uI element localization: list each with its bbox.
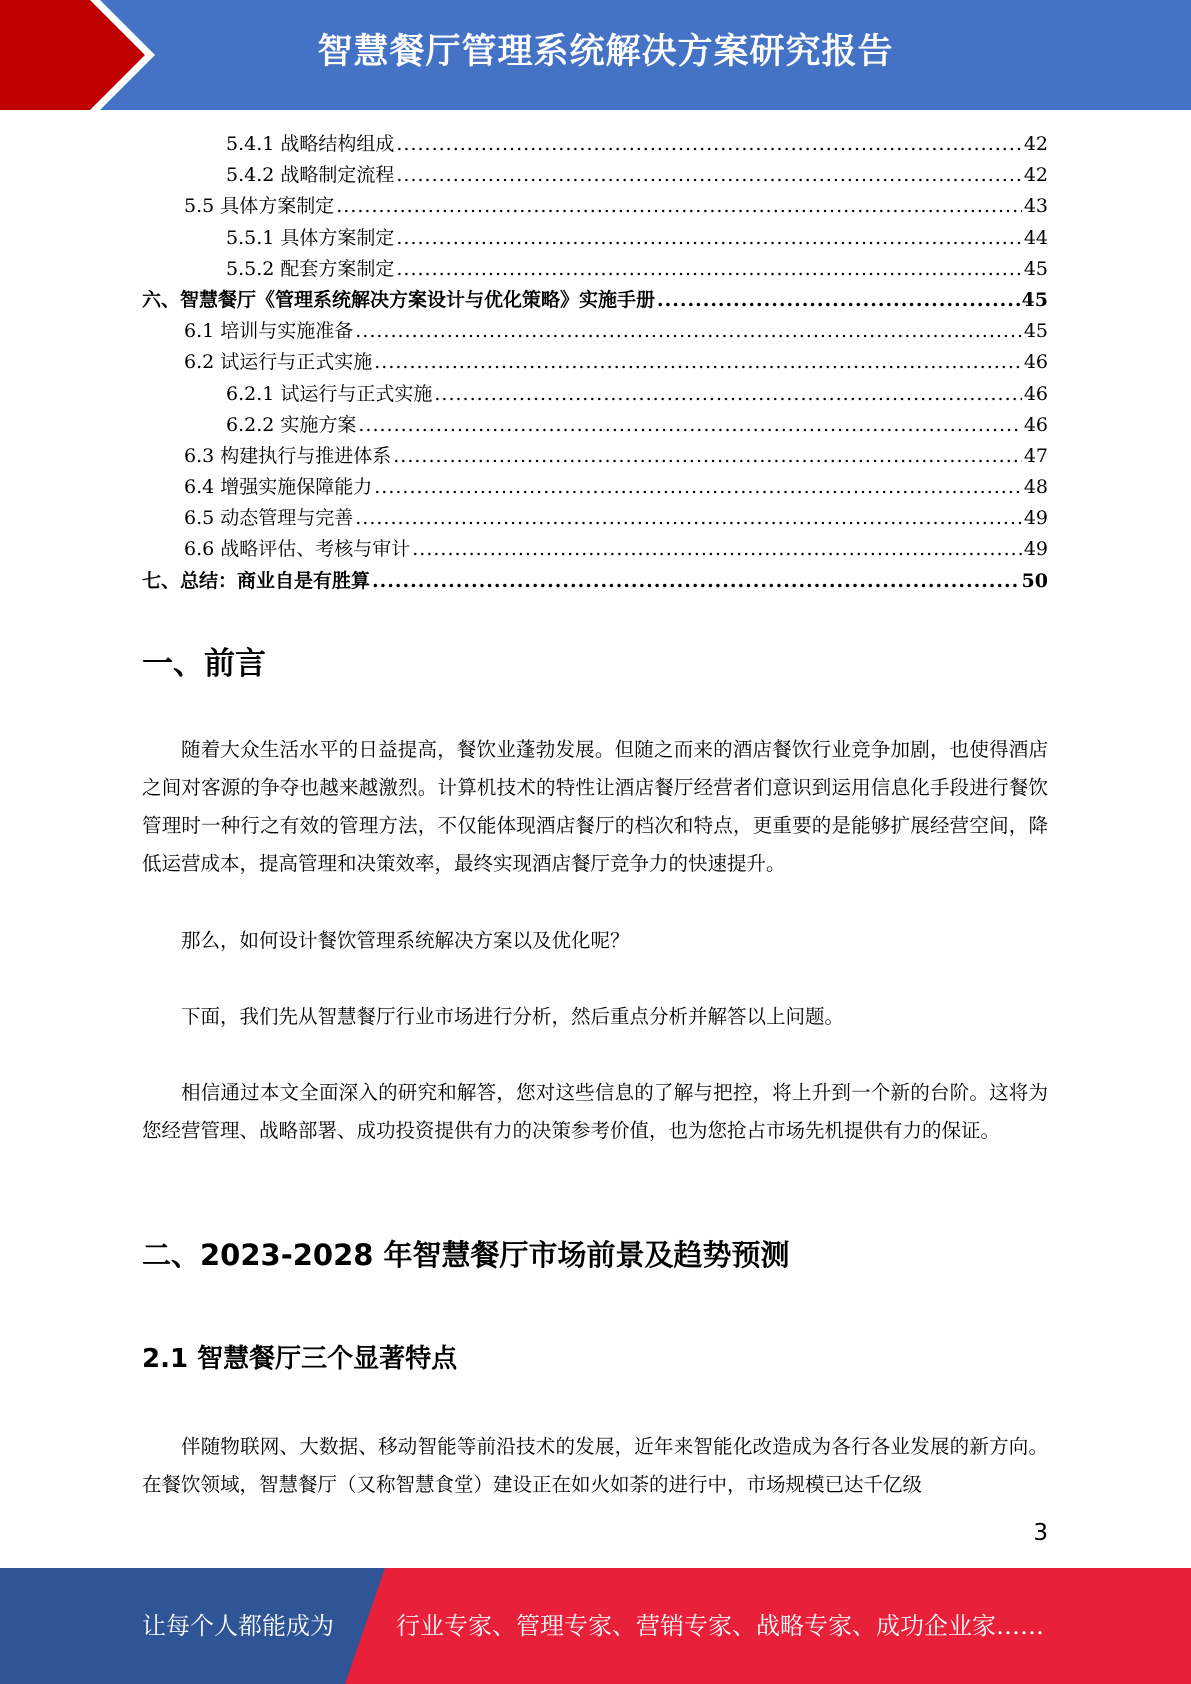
toc-entry[interactable] [142, 285, 1048, 316]
toc-entry-page: 50 [1021, 569, 1048, 592]
toc-entry-label: 6.3 构建执行与推进体系 [184, 444, 392, 467]
toc-entry-page: 48 [1023, 476, 1048, 499]
toc-entry-label: 5.5 具体方案制定 [184, 195, 335, 218]
toc-entry-page: 45 [1023, 257, 1048, 280]
toc-entry-label: 6.5 动态管理与完善 [184, 507, 354, 530]
toc-leader-dots [336, 191, 1022, 222]
page-number: 3 [1033, 1520, 1048, 1546]
toc-entry-page: 42 [1023, 133, 1048, 155]
page-footer [0, 1568, 1191, 1684]
toc-entry[interactable] [142, 347, 1048, 378]
preface-paragraph-4: 相信通过本文全面深入的研究和解答，您对这些信息的了解与把控，将上升到一个新的台阶。这将为您经营管理、战略部署、成功投资提供有力的决策参考价值，也为您抢占市场先机提供有力的保证。 [142, 1081, 1048, 1142]
toc-leader-dots [355, 316, 1022, 347]
toc-entry[interactable] [142, 160, 1048, 191]
toc-entry-page: 45 [1021, 288, 1048, 311]
page-header [0, 0, 1191, 110]
toc-entry-label: 5.5.2 配套方案制定 [226, 257, 395, 280]
toc-entry-page: 44 [1023, 226, 1048, 249]
toc-entry[interactable] [142, 472, 1048, 503]
toc-entry-page: 42 [1023, 164, 1048, 187]
toc-entry-label: 6.6 战略评估、考核与审计 [184, 538, 411, 561]
toc-entry-label: 5.5.1 具体方案制定 [226, 226, 395, 249]
toc-entry[interactable] [142, 191, 1048, 222]
toc-entry-page: 46 [1023, 351, 1048, 374]
toc-entry[interactable] [142, 379, 1048, 410]
toc-entry-label: 6.2.1 试运行与正式实施 [226, 382, 433, 405]
toc-leader-dots [372, 566, 1020, 597]
toc-entry[interactable] [142, 223, 1048, 254]
toc-entry-page: 46 [1023, 413, 1048, 436]
toc-entry[interactable] [142, 566, 1048, 597]
toc-entry-page: 47 [1023, 444, 1048, 467]
subsection-heading-features: 2.1 智慧餐厅三个显著特点 [142, 1344, 458, 1374]
toc-entry-page: 43 [1023, 195, 1048, 218]
toc-entry[interactable] [142, 441, 1048, 472]
toc-leader-dots [355, 503, 1022, 534]
toc-leader-dots [358, 410, 1021, 441]
toc-leader-dots [396, 160, 1021, 191]
toc-leader-dots [374, 347, 1022, 378]
toc-leader-dots [374, 472, 1022, 503]
toc-entry-label: 6.2 试运行与正式实施 [184, 351, 373, 374]
preface-paragraph-2: 那么，如何设计餐饮管理系统解决方案以及优化呢？ [181, 929, 630, 952]
preface-paragraph-1: 随着大众生活水平的日益提高，餐饮业蓬勃发展。但随之而来的酒店餐饮行业竞争加剧，也使得酒店之间对客源的争夺也越来越激烈。计算机技术的特性让酒店餐厅经营者们意识到运用信息化手段进行餐饮管理时一种行之有效的管理方法，不仅能体现酒店餐厅的档次和特点，更重要的是能够扩展经营空间，降低运营成本，提高管理和决策效率，最终实现酒店餐厅竞争力的快速提升。 [142, 738, 1048, 875]
preface-paragraph-3: 下面，我们先从智慧餐厅行业市场进行分析，然后重点分析并解答以上问题。 [181, 1005, 845, 1028]
toc-entry-label: 七、总结：商业自是有胜算 [142, 569, 371, 592]
footer-slogan-left: 让每个人都能成为 [142, 1612, 334, 1640]
toc-entry-page: 46 [1023, 382, 1048, 405]
section-heading-preface: 一、前言 [142, 646, 266, 682]
toc-entry[interactable] [142, 503, 1048, 534]
toc-entry[interactable] [142, 534, 1048, 565]
section-heading-market-forecast: 二、2023-2028 年智慧餐厅市场前景及趋势预测 [142, 1238, 790, 1272]
toc-leader-dots [412, 534, 1022, 565]
toc-entry-label: 5.4.2 战略制定流程 [226, 164, 395, 187]
toc-entry-page: 45 [1023, 320, 1048, 343]
toc-leader-dots [396, 254, 1021, 285]
toc-entry-label: 6.4 增强实施保障能力 [184, 476, 373, 499]
toc-entry-label: 6.1 培训与实施准备 [184, 320, 354, 343]
toc-entry[interactable] [142, 316, 1048, 347]
toc-entry-page: 49 [1023, 507, 1048, 530]
toc-leader-dots [434, 379, 1021, 410]
features-paragraph-1: 伴随物联网、大数据、移动智能等前沿技术的发展，近年来智能化改造成为各行各业发展的新方向。在餐饮领域，智慧餐厅（又称智慧食堂）建设正在如火如荼的进行中，市场规模已达千亿级 [142, 1435, 1048, 1496]
toc-entry[interactable] [142, 254, 1048, 285]
toc-entry-label: 六、智慧餐厅《管理系统解决方案设计与优化策略》实施手册 [142, 288, 656, 311]
footer-slogan-right: 行业专家、管理专家、营销专家、战略专家、成功企业家…… [396, 1612, 1044, 1640]
toc-entry-label: 6.2.2 实施方案 [226, 413, 357, 436]
header-title: 智慧餐厅管理系统解决方案研究报告 [317, 32, 894, 72]
toc-entry-page: 49 [1023, 538, 1048, 561]
toc-leader-dots [657, 285, 1020, 316]
toc-entry[interactable] [142, 410, 1048, 441]
toc-leader-dots [393, 441, 1022, 472]
toc-leader-dots [396, 129, 1021, 160]
table-of-contents [142, 129, 1048, 597]
toc-leader-dots [396, 223, 1021, 254]
toc-entry-label: 5.4.1 战略结构组成 [226, 133, 395, 155]
toc-entry[interactable] [142, 129, 1048, 160]
